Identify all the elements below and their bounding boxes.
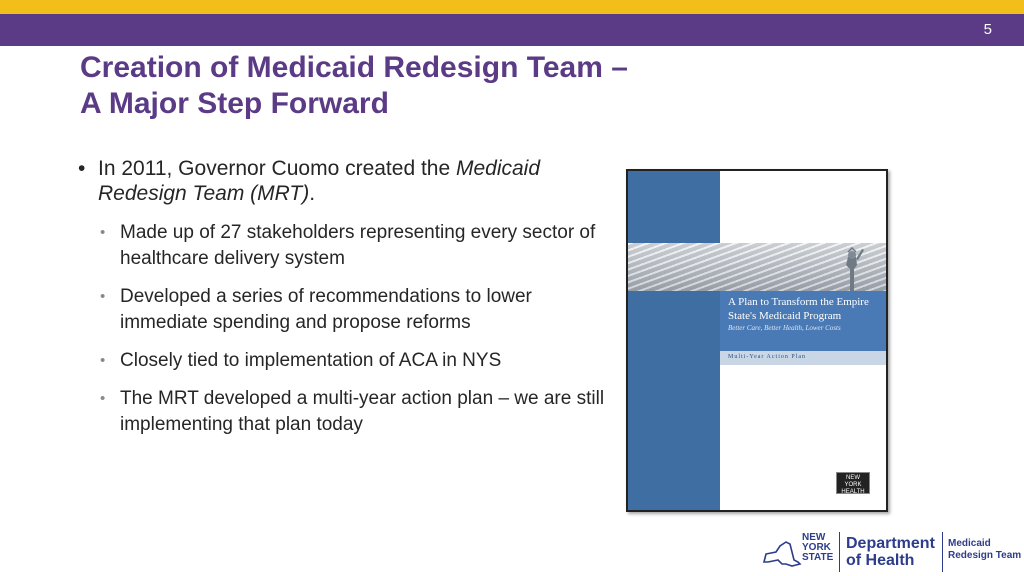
sub-bullet [78,220,618,272]
cover-photo [628,243,886,291]
doh-line: of Health [846,552,915,569]
cover-logo: NEW YORK HEALTH [836,472,870,494]
top-gold-bar [0,0,1024,14]
slide-title-line1: Creation of Medicaid Redesign Team – [80,51,628,84]
sub-bullet-text: Closely tied to implementation of ACA in NYS [120,350,502,371]
sub-bullet-dot: • [100,390,106,407]
mrt-wordmark [948,538,1021,562]
department-of-health-wordmark [846,535,935,569]
sub-bullet [78,284,618,336]
slide-number: 5 [983,21,992,38]
nys-word: STATE [802,552,834,563]
nys-wordmark [802,533,833,563]
main-bullet-text: In 2011, Governor Cuomo created the [98,157,456,180]
sub-bullet-dot: • [100,288,106,305]
statue-of-liberty-icon [832,247,872,291]
sub-bullet-dot: • [100,352,106,369]
sub-bullet-text: Developed a series of recommendations to lower immediate spending and propose reforms [120,286,532,333]
main-bullet [78,156,618,206]
new-york-state-map-icon [762,540,802,570]
cover-tagline: Better Care, Better Health, Lower Costs [728,324,841,332]
main-bullet-emphasis: Medicaid Redesign Team (MRT) [98,157,541,205]
slide-title [80,50,780,122]
doh-line: Department [846,535,935,552]
cover-subtitle: Multi-Year Action Plan [720,351,886,365]
cover-title: A Plan to Transform the Empire State's Medicaid Program [728,296,869,322]
bullet-dot: • [78,157,86,180]
main-bullet-suffix: . [309,182,316,205]
sub-bullet-dot: • [100,224,106,241]
footer-divider [942,532,943,572]
sub-bullet [78,386,618,438]
cover-blue-strip [628,171,720,510]
sub-bullet-text: Made up of 27 stakeholders representing every sector of healthcare delivery system [120,222,596,269]
nys-word: NEW [802,532,826,543]
footer-divider [839,532,840,572]
footer-logo [762,530,1024,576]
sub-bullet-text: The MRT developed a multi-year action plan – we are still implementing that plan today [120,388,605,435]
slide-title-line2: A Major Step Forward [80,87,389,120]
bullet-list [78,156,618,450]
nys-word: YORK [802,542,831,553]
top-purple-bar [0,14,1024,46]
mrt-line: Medicaid [948,538,991,549]
report-cover-image [626,169,888,512]
mrt-line: Redesign Team [948,550,1022,561]
cover-title-band [720,291,886,351]
sub-bullet [78,348,618,374]
